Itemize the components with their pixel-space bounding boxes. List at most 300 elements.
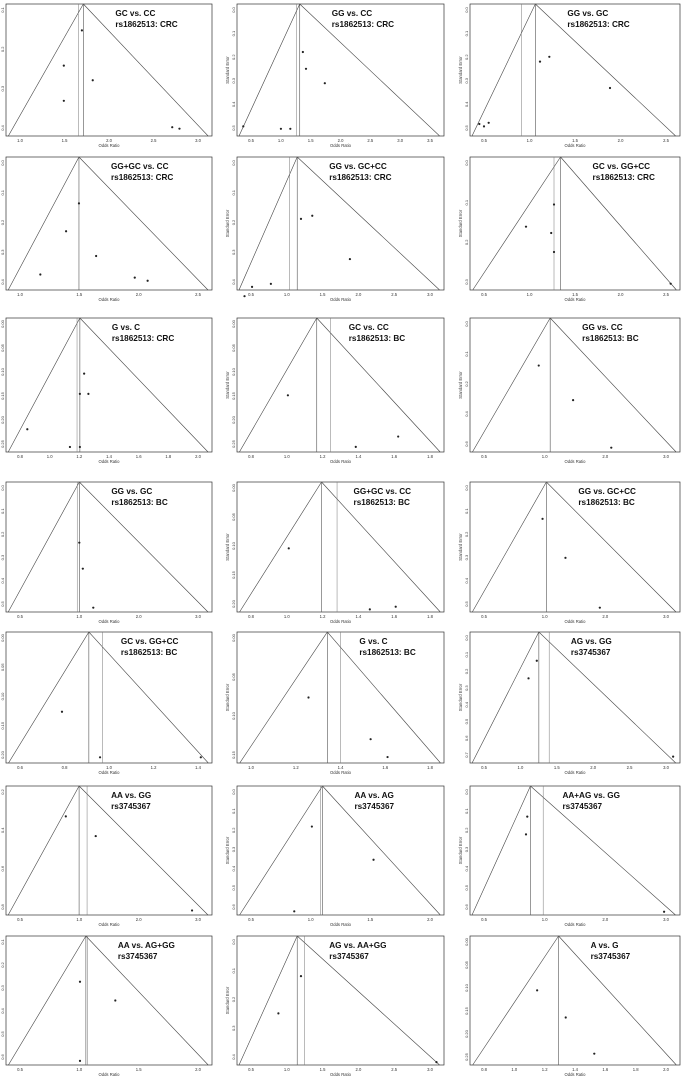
- x-tick-label: 1.4: [337, 765, 344, 770]
- x-tick-label: 0.8: [248, 454, 254, 459]
- y-axis-label: Standard Error: [458, 209, 463, 238]
- y-tick-label: 0.4: [231, 101, 236, 108]
- plot-frame: [470, 482, 680, 612]
- y-tick-label: 0.3: [0, 985, 5, 991]
- y-tick-label: 0.10: [231, 368, 236, 376]
- x-tick-label: 0.5: [17, 917, 23, 922]
- y-tick-label: 0.4: [464, 578, 469, 584]
- data-point: [307, 696, 309, 698]
- funnel-plot-20: [225, 936, 444, 1077]
- funnel-left-limit: [8, 482, 79, 612]
- y-tick-label: 0.4: [464, 101, 469, 108]
- plot-subtitle: rs1862513: CRC: [592, 173, 655, 182]
- plot-frame: [6, 4, 212, 136]
- x-tick-label: 1.0: [106, 765, 112, 770]
- y-tick-label: 0.3: [231, 846, 236, 853]
- x-tick-label: 2.5: [391, 292, 398, 297]
- y-tick-label: 0.5: [464, 885, 469, 891]
- plot-subtitle: rs3745367: [590, 952, 631, 961]
- plot-title: AA+AG vs. GG: [562, 791, 621, 800]
- y-tick-label: 0.4: [0, 578, 5, 584]
- plot-subtitle: rs1862513: BC: [582, 334, 639, 343]
- x-tick-label: 2.5: [195, 292, 201, 297]
- y-tick-label: 0.4: [0, 125, 5, 131]
- funnel-left-limit: [239, 157, 297, 290]
- y-tick-label: 0.10: [0, 692, 5, 701]
- data-point: [147, 280, 149, 282]
- x-tick-label: 3.0: [663, 917, 669, 922]
- data-point: [300, 218, 302, 220]
- x-tick-label: 3.0: [427, 292, 433, 297]
- plot-title: G vs. C: [359, 637, 388, 646]
- y-tick-label: 0.2: [464, 381, 469, 387]
- plot-subtitle: rs1862513: BC: [578, 498, 635, 507]
- y-tick-label: 0.25: [0, 440, 5, 448]
- x-tick-label: 1.8: [427, 614, 433, 619]
- funnel-plot-14: [225, 632, 444, 775]
- data-point: [370, 738, 372, 740]
- y-tick-label: 0.15: [231, 751, 236, 759]
- plot-frame: [6, 936, 212, 1065]
- x-axis-label: Odds Ratio: [98, 619, 120, 624]
- plot-subtitle: rs1862513: CRC: [110, 173, 174, 182]
- x-tick-label: 1.2: [319, 614, 326, 619]
- y-tick-label: 0.4: [464, 865, 469, 872]
- data-point: [95, 255, 97, 257]
- y-axis-label: Standard Error: [225, 209, 230, 238]
- x-tick-label: 1.5: [367, 917, 374, 922]
- plot-title: GC vs. CC: [348, 323, 389, 332]
- data-point: [550, 232, 552, 234]
- x-tick-label: 1.0: [541, 614, 548, 619]
- data-point: [82, 568, 84, 570]
- data-point: [289, 128, 291, 130]
- funnel-left-limit: [239, 936, 297, 1065]
- x-tick-label: 0.5: [17, 1067, 23, 1072]
- x-axis-label: Odds Ratio: [564, 922, 586, 927]
- x-tick-label: 0.5: [248, 917, 254, 922]
- data-point: [65, 815, 67, 817]
- y-tick-label: 0.6: [0, 1054, 5, 1060]
- x-tick-label: 1.0: [511, 1067, 518, 1072]
- x-tick-label: 2.0: [135, 917, 142, 922]
- data-point: [300, 975, 302, 977]
- y-tick-label: 0.3: [464, 279, 469, 285]
- y-tick-label: 0.05: [231, 673, 236, 681]
- y-tick-label: 0.4: [231, 279, 236, 285]
- plot-subtitle: rs1862513: CRC: [567, 20, 630, 29]
- data-point: [610, 447, 612, 449]
- x-tick-label: 1.0: [248, 765, 254, 770]
- x-tick-label: 1.0: [17, 292, 23, 297]
- y-tick-label: 0.5: [464, 718, 469, 725]
- y-tick-label: 0.05: [231, 344, 236, 352]
- funnel-left-limit: [8, 786, 79, 915]
- x-tick-label: 1.6: [391, 614, 398, 619]
- y-tick-label: 0.00: [231, 484, 236, 492]
- y-tick-label: 0.00: [0, 320, 5, 328]
- y-tick-label: 0.15: [464, 1007, 469, 1015]
- x-tick-label: 1.2: [541, 1067, 548, 1072]
- y-tick-label: 0.6: [231, 904, 236, 910]
- data-point: [92, 607, 94, 609]
- funnel-left-limit: [472, 786, 530, 915]
- y-tick-label: 0.5: [464, 601, 469, 607]
- x-tick-label: 1.8: [427, 765, 433, 770]
- y-tick-label: 0.2: [0, 789, 5, 795]
- data-point: [672, 756, 674, 758]
- x-tick-label: 3.0: [663, 614, 669, 619]
- plot-subtitle: rs1862513: BC: [348, 334, 406, 343]
- funnel-left-limit: [472, 318, 550, 452]
- x-tick-label: 1.0: [283, 614, 290, 619]
- x-tick-label: 1.0: [526, 292, 533, 297]
- plot-subtitle: rs1862513: BC: [111, 498, 168, 507]
- plot-subtitle: rs3745367: [111, 802, 151, 811]
- plot-subtitle: rs1862513: BC: [353, 498, 410, 507]
- y-tick-label: 0.6: [0, 865, 5, 872]
- funnel-plot-16: [0, 786, 212, 927]
- y-tick-label: 0.20: [0, 751, 5, 759]
- y-axis-label: Standard Error: [225, 56, 230, 84]
- y-tick-label: 0.05: [0, 344, 5, 352]
- x-tick-label: 1.5: [307, 138, 314, 143]
- x-tick-label: 2.0: [135, 292, 142, 297]
- x-tick-label: 2.0: [602, 454, 609, 459]
- y-axis-label: Standard Error: [458, 836, 463, 865]
- data-point: [99, 756, 101, 758]
- data-point: [536, 989, 538, 991]
- x-tick-label: 2.5: [391, 1067, 398, 1072]
- data-point: [134, 277, 136, 279]
- y-tick-label: 0.3: [231, 78, 236, 84]
- plot-frame: [6, 318, 212, 452]
- x-tick-label: 2.0: [602, 614, 609, 619]
- x-tick-label: 3.0: [427, 1067, 433, 1072]
- y-axis-label: Standard Error: [458, 533, 463, 561]
- data-point: [69, 446, 71, 448]
- plot-frame: [470, 936, 680, 1065]
- x-tick-label: 2.0: [135, 614, 142, 619]
- y-axis-label: Standard Error: [225, 683, 230, 712]
- plot-title: GG vs. GC: [567, 9, 609, 18]
- x-tick-label: 1.5: [572, 138, 578, 143]
- y-tick-label: 0.8: [0, 904, 5, 910]
- funnel-left-limit: [8, 936, 85, 1065]
- data-point: [305, 68, 307, 70]
- data-point: [79, 393, 81, 395]
- x-axis-label: Odds Ratio: [330, 770, 351, 775]
- funnel-plot-15: [458, 632, 680, 775]
- funnel-plot-9: [458, 318, 680, 464]
- y-tick-label: 0.4: [0, 279, 5, 285]
- y-tick-label: 0.20: [231, 416, 236, 424]
- x-axis-label: Odds Ratio: [330, 297, 351, 302]
- data-point: [372, 859, 374, 861]
- data-point: [65, 230, 67, 232]
- data-point: [63, 100, 65, 102]
- funnel-plot-4: [0, 157, 212, 302]
- x-tick-label: 0.5: [248, 138, 254, 143]
- x-tick-label: 1.5: [572, 292, 578, 297]
- x-tick-label: 1.0: [307, 917, 314, 922]
- funnel-left-limit: [472, 4, 535, 136]
- plot-frame: [6, 482, 212, 612]
- x-tick-label: 1.0: [517, 765, 524, 770]
- y-tick-label: 0.2: [231, 54, 236, 60]
- x-axis-label: Odds Ratio: [564, 297, 586, 302]
- y-axis-label: Standard Error: [225, 371, 230, 399]
- y-tick-label: 0.0: [464, 160, 469, 166]
- y-tick-label: 0.1: [464, 199, 469, 206]
- x-tick-label: 1.2: [319, 454, 326, 459]
- y-tick-label: 0.2: [231, 996, 236, 1003]
- funnel-plot-10: [0, 482, 212, 624]
- x-tick-label: 0.5: [481, 138, 487, 143]
- y-tick-label: 0.0: [464, 7, 469, 13]
- x-tick-label: 1.5: [135, 1067, 142, 1072]
- x-tick-label: 2.0: [106, 138, 112, 143]
- x-tick-label: 0.5: [481, 765, 487, 770]
- x-tick-label: 0.8: [248, 614, 254, 619]
- x-tick-label: 1.2: [76, 454, 83, 459]
- data-point: [553, 203, 555, 205]
- x-tick-label: 0.5: [248, 1067, 254, 1072]
- x-tick-label: 1.0: [283, 454, 290, 459]
- y-tick-label: 0.1: [0, 7, 5, 13]
- x-tick-label: 2.5: [663, 138, 669, 143]
- x-tick-label: 1.5: [61, 138, 68, 143]
- x-tick-label: 0.6: [17, 765, 23, 770]
- x-tick-label: 1.8: [165, 454, 172, 459]
- x-axis-label: Odds Ratio: [564, 143, 586, 148]
- x-tick-label: 0.5: [17, 614, 23, 619]
- x-tick-label: 0.5: [481, 917, 487, 922]
- y-tick-label: 0.2: [464, 668, 469, 675]
- data-point: [270, 283, 272, 285]
- plot-title: AA vs. GG: [111, 791, 152, 800]
- x-tick-label: 3.5: [427, 138, 433, 143]
- data-point: [553, 251, 555, 253]
- data-point: [593, 1053, 595, 1055]
- plot-frame: [6, 786, 212, 915]
- y-tick-label: 0.3: [464, 554, 469, 561]
- funnel-plot-17: [225, 786, 444, 927]
- y-tick-label: 0.4: [0, 1008, 5, 1014]
- x-tick-label: 1.4: [355, 454, 362, 459]
- y-axis-label: Standard Error: [458, 371, 463, 399]
- y-tick-label: 0.3: [464, 846, 469, 853]
- data-point: [61, 711, 63, 713]
- y-tick-label: 0.2: [0, 962, 5, 968]
- x-tick-label: 0.5: [481, 614, 487, 619]
- x-tick-label: 2.5: [663, 292, 669, 297]
- x-tick-label: 2.0: [337, 138, 344, 143]
- y-tick-label: 0.05: [464, 961, 469, 969]
- data-point: [670, 283, 672, 285]
- funnel-plot-19: [0, 936, 212, 1077]
- x-tick-label: 2.0: [617, 138, 624, 143]
- plot-subtitle: rs1862513: CRC: [115, 20, 178, 29]
- y-tick-label: 0.4: [231, 1054, 236, 1060]
- x-tick-label: 1.6: [135, 454, 142, 459]
- y-tick-label: 0.1: [464, 808, 469, 814]
- data-point: [541, 518, 543, 520]
- y-tick-label: 0.2: [0, 219, 5, 226]
- y-tick-label: 0.6: [464, 904, 469, 910]
- y-tick-label: 0.0: [464, 789, 469, 795]
- x-axis-label: Odds Ratio: [330, 922, 351, 927]
- plot-subtitle: rs3745367: [354, 802, 395, 811]
- plot-subtitle: rs3745367: [570, 648, 611, 657]
- data-point: [311, 215, 313, 217]
- x-axis-label: Odds Ratio: [564, 1072, 586, 1077]
- data-point: [536, 660, 538, 662]
- x-tick-label: 3.0: [663, 765, 669, 770]
- x-tick-label: 3.0: [195, 614, 201, 619]
- funnel-left-limit: [8, 632, 88, 763]
- y-tick-label: 0.25: [231, 440, 236, 448]
- y-tick-label: 0.6: [464, 441, 469, 447]
- y-tick-label: 0.2: [0, 46, 5, 53]
- data-point: [355, 446, 357, 448]
- funnel-plot-7: [0, 318, 212, 464]
- x-tick-label: 1.6: [391, 454, 398, 459]
- data-point: [386, 756, 388, 758]
- plot-frame: [6, 157, 212, 290]
- x-tick-label: 0.5: [481, 454, 487, 459]
- x-tick-label: 1.0: [76, 614, 83, 619]
- data-point: [397, 435, 399, 437]
- y-tick-label: 0.1: [464, 651, 469, 658]
- data-point: [526, 816, 528, 818]
- y-axis-label: Standard Error: [225, 986, 230, 1015]
- x-tick-label: 3.0: [195, 917, 201, 922]
- data-point: [609, 87, 611, 89]
- funnel-plot-8: [225, 318, 444, 464]
- y-tick-label: 0.1: [464, 351, 469, 357]
- x-tick-label: 2.0: [663, 1067, 669, 1072]
- y-tick-label: 0.4: [464, 702, 469, 708]
- y-tick-label: 0.4: [464, 411, 469, 417]
- data-point: [171, 126, 173, 128]
- funnel-left-limit: [240, 632, 328, 763]
- plot-title: G vs. C: [111, 323, 141, 332]
- funnel-plot-12: [458, 482, 680, 624]
- y-tick-label: 0.5: [0, 601, 5, 607]
- x-tick-label: 1.5: [76, 292, 83, 297]
- x-tick-label: 1.0: [541, 917, 548, 922]
- plot-subtitle: rs1862513: CRC: [331, 20, 395, 29]
- x-axis-label: Odds Ratio: [564, 770, 586, 775]
- funnel-left-limit: [472, 632, 539, 763]
- y-tick-label: 0.3: [231, 1025, 236, 1032]
- plot-title: AG vs. AA+GG: [329, 941, 387, 950]
- x-tick-label: 1.8: [632, 1067, 639, 1072]
- y-tick-label: 0.2: [0, 531, 5, 538]
- funnel-plot-11: [225, 482, 444, 624]
- x-axis-label: Odds Ratio: [564, 619, 586, 624]
- x-tick-label: 1.5: [319, 292, 326, 297]
- data-point: [488, 122, 490, 124]
- y-axis-label: Standard Error: [225, 533, 230, 561]
- y-tick-label: 0.25: [464, 1053, 469, 1061]
- y-tick-label: 0.3: [464, 78, 469, 84]
- y-tick-label: 0.0: [0, 160, 5, 166]
- plot-subtitle: rs1862513: BC: [120, 648, 178, 657]
- plot-title: AA vs. AG+GG: [117, 941, 175, 950]
- data-point: [178, 128, 180, 130]
- data-point: [78, 202, 80, 204]
- data-point: [277, 1012, 279, 1014]
- x-axis-label: Odds Ratio: [330, 619, 351, 624]
- x-tick-label: 0.5: [248, 292, 254, 297]
- x-tick-label: 1.4: [355, 614, 362, 619]
- funnel-plot-13: [0, 632, 212, 775]
- data-point: [302, 51, 304, 53]
- data-point: [200, 756, 202, 758]
- x-axis-label: Odds Ratio: [330, 459, 351, 464]
- x-tick-label: 2.0: [617, 292, 624, 297]
- x-tick-label: 2.0: [602, 917, 609, 922]
- y-tick-label: 0.5: [464, 125, 469, 131]
- x-tick-label: 2.0: [427, 917, 433, 922]
- y-tick-label: 0.3: [0, 249, 5, 256]
- x-tick-label: 2.0: [590, 765, 597, 770]
- data-point: [349, 258, 351, 260]
- y-tick-label: 0.00: [231, 320, 236, 328]
- plot-title: GG+GC vs. CC: [110, 162, 169, 171]
- y-tick-label: 0.00: [0, 634, 5, 642]
- funnel-plot-3: [458, 4, 680, 148]
- data-point: [243, 295, 245, 297]
- y-tick-label: 0.0: [0, 485, 5, 491]
- funnel-left-limit: [473, 936, 559, 1065]
- y-tick-label: 0.20: [0, 416, 5, 424]
- y-tick-label: 0.10: [464, 984, 469, 992]
- y-tick-label: 0.3: [0, 554, 5, 561]
- x-tick-label: 1.0: [283, 1067, 290, 1072]
- plot-subtitle: rs1862513: CRC: [111, 334, 175, 343]
- x-tick-label: 3.0: [663, 454, 669, 459]
- y-tick-label: 0.20: [231, 600, 236, 608]
- x-axis-label: Odds Ratio: [98, 143, 120, 148]
- y-tick-label: 0.1: [231, 967, 236, 974]
- y-tick-label: 0.2: [464, 531, 469, 538]
- plot-title: GG vs. CC: [331, 9, 373, 18]
- funnel-left-limit: [239, 318, 316, 452]
- x-axis-label: Odds Ratio: [330, 1072, 351, 1077]
- y-tick-label: 0.10: [231, 712, 236, 720]
- funnel-left-limit: [240, 786, 323, 915]
- x-tick-label: 3.0: [195, 138, 201, 143]
- plot-frame: [237, 482, 444, 612]
- data-point: [287, 394, 289, 396]
- x-tick-label: 2.0: [195, 1067, 201, 1072]
- x-axis-label: Odds Ratio: [98, 770, 120, 775]
- y-tick-label: 0.0: [231, 789, 236, 795]
- x-tick-label: 1.0: [277, 138, 284, 143]
- data-point: [242, 125, 244, 127]
- plot-title: GG+GC vs. CC: [353, 487, 412, 496]
- data-point: [95, 835, 97, 837]
- data-point: [478, 123, 480, 125]
- y-tick-label: 0.15: [0, 392, 5, 400]
- x-tick-label: 0.5: [481, 292, 487, 297]
- plot-frame: [470, 318, 680, 452]
- data-point: [79, 446, 81, 448]
- x-tick-label: 1.5: [319, 1067, 326, 1072]
